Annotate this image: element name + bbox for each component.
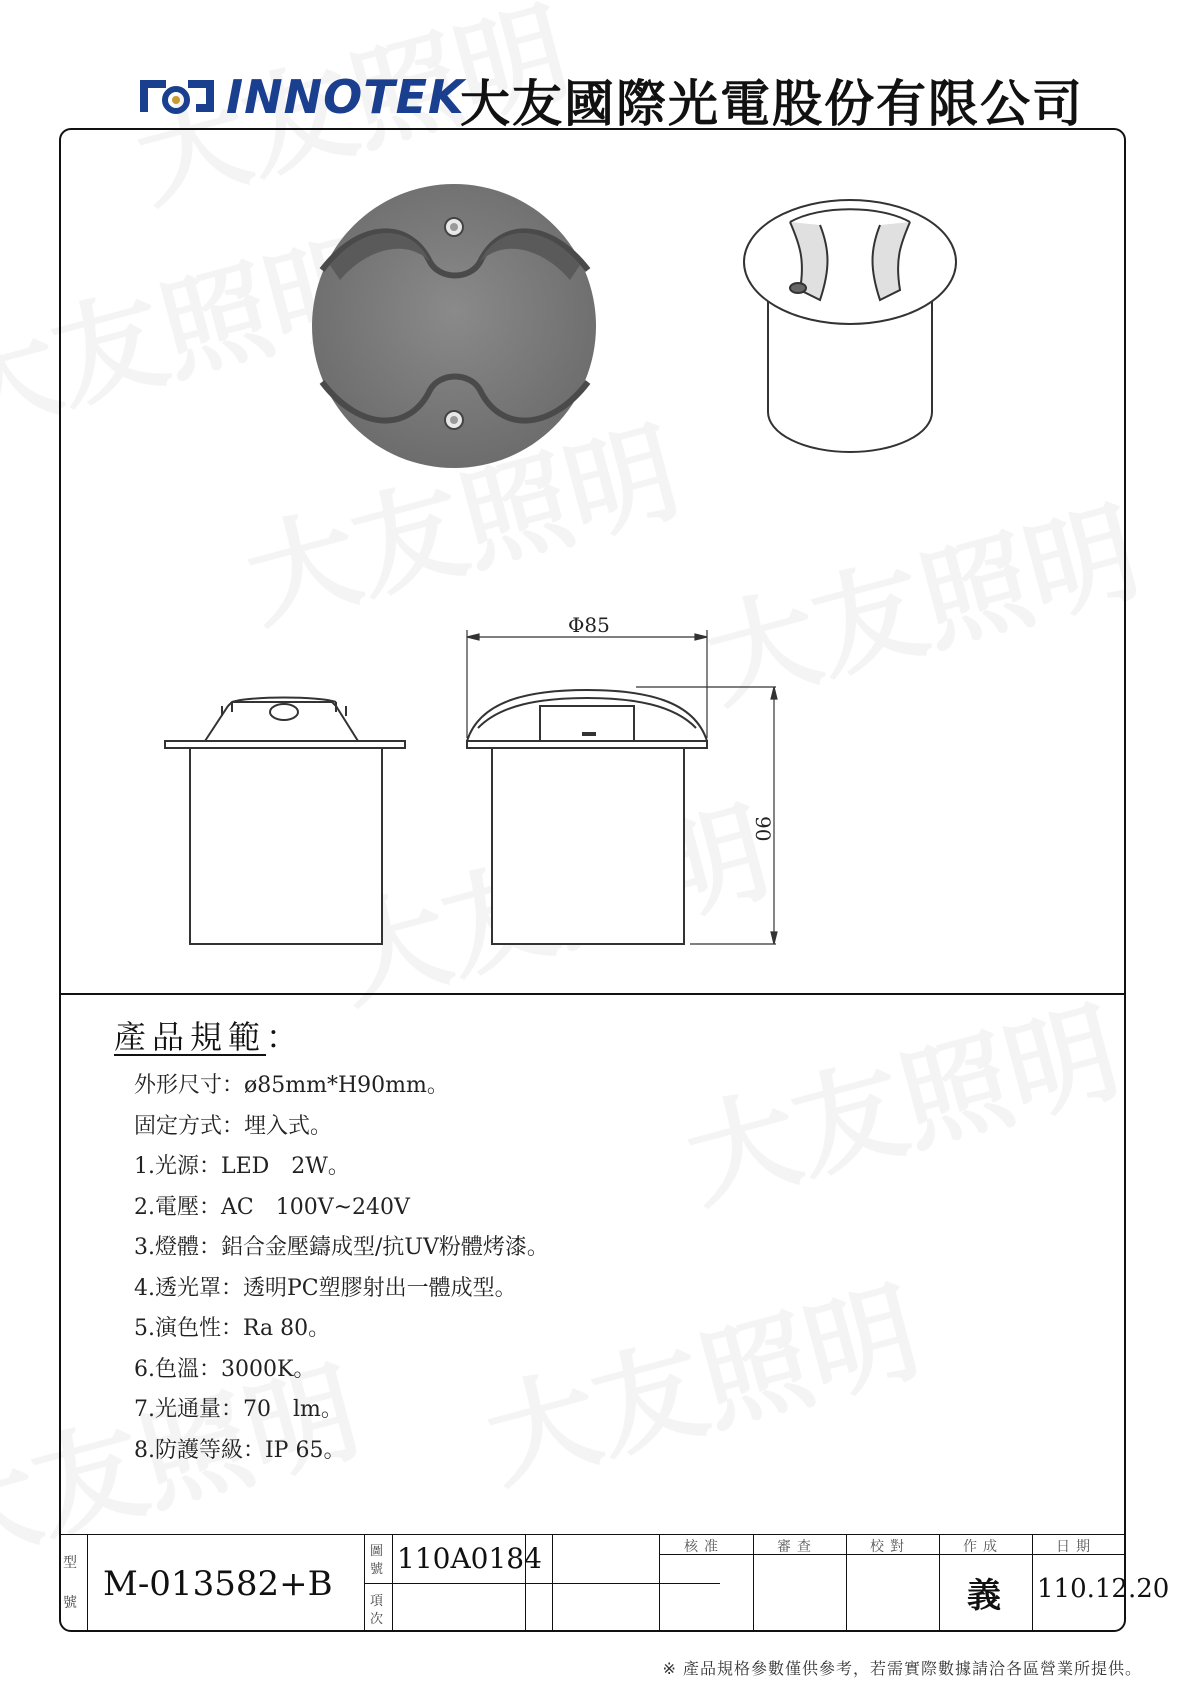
spec-section <box>114 1012 549 1463</box>
spec-item: 1.光源：LED 2W。 <box>134 1154 350 1179</box>
spec-item: 4.透光罩：透明PC塑膠射出一體成型。 <box>134 1275 517 1301</box>
top-view-image <box>312 184 596 468</box>
spec-title-text: 產品規範 <box>114 1018 267 1056</box>
spec-item: 8.防護等級：IP 65。 <box>134 1437 346 1463</box>
title-block <box>59 1534 1170 1632</box>
model-label-bottom: 號 <box>63 1595 77 1611</box>
brand-name: INNOTEK <box>226 70 465 124</box>
screw-icon <box>790 283 806 293</box>
model-label-top: 型 <box>63 1555 77 1571</box>
spec-list <box>134 1066 834 1471</box>
item-label-bottom: 次 <box>370 1612 384 1627</box>
model-number: M-013582+B <box>103 1564 333 1604</box>
spec-item: 固定方式：埋入式。 <box>134 1113 333 1139</box>
spec-item: 外形尺寸：ø85mm*H90mm。 <box>134 1073 449 1098</box>
drawing-no-label-bottom: 號 <box>370 1562 384 1577</box>
approve-label: 核准 <box>684 1539 724 1555</box>
drawing-no-label-top: 圖 <box>370 1544 384 1559</box>
date-value: 110.12.20 <box>1037 1574 1170 1604</box>
drawing-number: 110A0184 <box>397 1542 542 1575</box>
spec-item: 5.演色性：Ra 80。 <box>134 1316 331 1341</box>
preparer-signature: 義 <box>967 1576 1001 1616</box>
prepare-label: 作成 <box>963 1539 1003 1555</box>
item-label-top: 項 <box>370 1594 384 1609</box>
side-view-left <box>165 698 405 945</box>
spec-item: 2.電壓：AC 100V~240V <box>134 1194 410 1220</box>
date-label: 日期 <box>1056 1539 1096 1555</box>
company-name: 大友國際光電股份有限公司 <box>460 75 1084 133</box>
diameter-label: Φ85 <box>568 613 610 637</box>
spec-title <box>114 1012 304 1056</box>
spec-item: 3.燈體：鋁合金壓鑄成型/抗UV粉體烤漆。 <box>134 1235 549 1260</box>
title-block-top-line <box>59 1534 1126 1535</box>
diameter-dimension <box>467 630 707 738</box>
check-label: 校對 <box>870 1539 910 1555</box>
height-label: 90 <box>751 816 775 842</box>
spec-item: 6.色溫：3000K。 <box>134 1356 316 1382</box>
isometric-view <box>744 200 956 452</box>
footnote: ※ 產品規格參數僅供參考，若需實際數據請洽各區營業所提供。 <box>662 1659 1142 1678</box>
spec-item: 7.光通量：70 lm。 <box>134 1397 343 1422</box>
spec-title-colon: ： <box>266 1018 305 1056</box>
side-view-right <box>467 690 707 944</box>
review-label: 審查 <box>777 1539 817 1555</box>
